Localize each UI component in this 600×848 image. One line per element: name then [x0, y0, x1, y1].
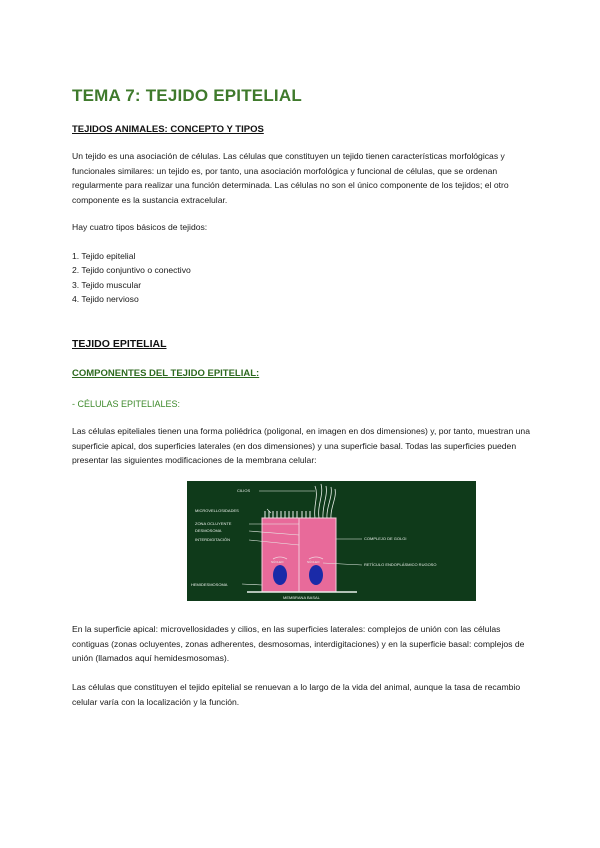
label-cilios: CILIOS — [237, 488, 251, 493]
label-hemidesmosoma: HEMIDESMOSOMA — [191, 582, 228, 587]
label-desmosoma: DESMOSOMA — [195, 528, 222, 533]
paragraph-tipos-intro: Hay cuatro tipos básicos de tejidos: — [72, 222, 208, 232]
page-title: TEMA 7: TEJIDO EPITELIAL — [72, 86, 302, 105]
paragraph-tejido-definition: Un tejido es una asociación de células. Las células que constituyen un tejido tienen características morfológicas y funcionales similares: un tejido es, por tanto, una asociación morfológica y funcional de células, que se ordenan regularmente para realizar una función determinada. Las células no son el único componente de los tejidos; el otro componente es la sustancia extracelular. — [72, 151, 509, 205]
paragraph-renovacion: Las células que constituyen el tejido epitelial se renuevan a lo largo de la vida del animal, aunque la tasa de recambio celular varía con la localización y la función. — [72, 682, 521, 707]
list-item: 4. Tejido nervioso — [72, 293, 139, 304]
label-reticulo: RETÍCULO ENDOPLÁSMICO RUGOSO — [364, 562, 437, 567]
label-golgi: COMPLEJO DE GOLGI — [364, 536, 407, 541]
label-nucleo-left: NÚCLEO — [271, 560, 284, 564]
epithelial-cell-diagram — [187, 481, 476, 601]
section-heading-tejidos-animales: TEJIDOS ANIMALES: CONCEPTO Y TIPOS — [72, 124, 264, 135]
paragraph-superficies: En la superficie apical: microvellosidades y cilios, en las superficies laterales: complejos de unión con las células contiguas (zonas ocluyentes, zonas adherentes, desmosomas, interdigitaciones) y en la superficie basal: complejos de unión (llamados aquí hemidesmosomas). — [72, 624, 525, 663]
nucleus-left — [273, 565, 287, 585]
label-microvellosidades: MICROVELLOSIDADES — [195, 508, 239, 513]
list-item: 1. Tejido epitelial — [72, 251, 136, 261]
label-membrana-basal: MEMBRANA BASAL — [283, 595, 320, 600]
label-zona-ocluyente: ZONA OCLUYENTE — [195, 521, 232, 526]
section-heading-tejido-epitelial: TEJIDO EPITELIAL — [72, 338, 167, 350]
subheading-celulas-epiteliales: - CÉLULAS EPITELIALES: — [72, 399, 181, 409]
nucleus-right — [309, 565, 323, 585]
diagram-svg — [187, 481, 476, 601]
tissue-types-list — [72, 249, 191, 306]
label-interdigitacion: INTERDIGITACIÓN — [195, 537, 231, 542]
paragraph-celulas-forma: Las células epiteliales tienen una forma poliédrica (poligonal, en imagen en dos dimensiones) y, por tanto, muestran una superficie apical, dos superficies laterales (en dos dimensiones) y una superficie basal. Todas las superficies pueden presentar las siguientes modificaciones de la membrana celular: — [72, 426, 530, 465]
list-item: 2. Tejido conjuntivo o conectivo — [72, 265, 191, 276]
list-item: 3. Tejido muscular — [72, 279, 142, 290]
subheading-componentes: COMPONENTES DEL TEJIDO EPITELIAL: — [72, 368, 260, 379]
label-nucleo-right: NÚCLEO — [307, 560, 320, 564]
